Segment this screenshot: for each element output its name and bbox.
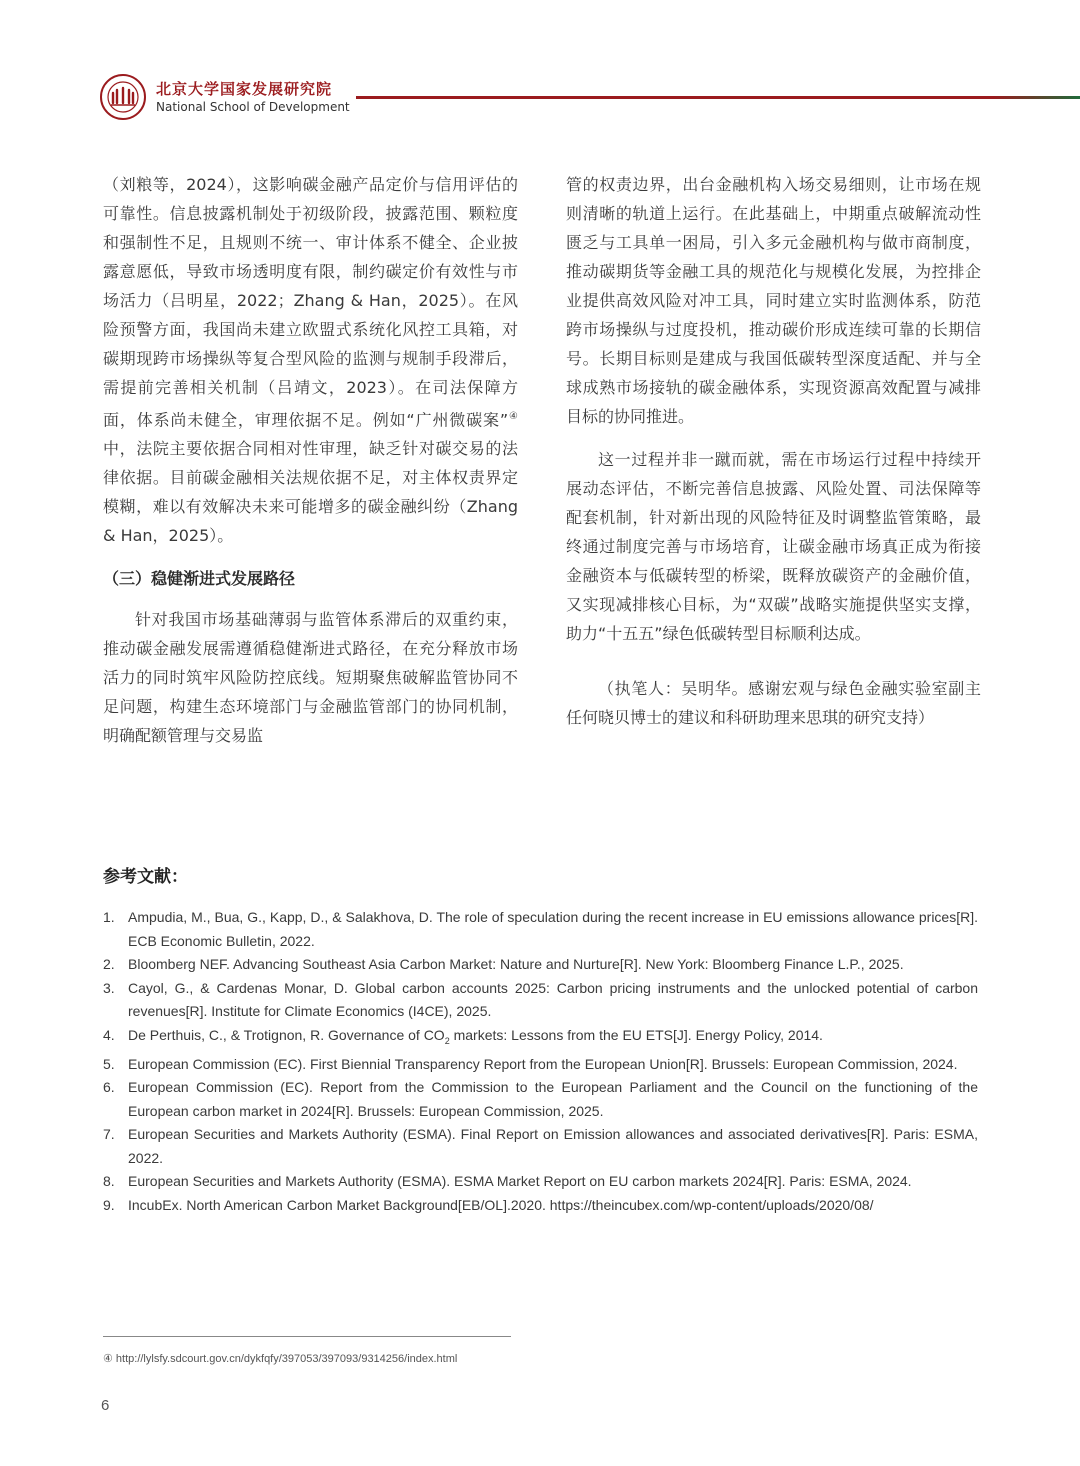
left-paragraph-1-text: （刘粮等，2024），这影响碳金融产品定价与信用评估的可靠性。信息披露机制处于初级阶段，披露范围、颗粒度和强制性不足，且规则不统一、审计体系不健全、企业披露意愿低，导致市场透明度有限，制约碳定价有效性与市场活力（吕明星，2022；Zhang & Han，2025）。在风险预警方面，我国尚未建立欧盟式系统化风控工具箱，对碳期现跨市场操纵等复合型风险的监测与规制手段滞后，需提前完善相关机制（吕靖文，2023）。在司法保障方面，体系尚未健全，审理依据不足。例如“广州微碳案” — [103, 175, 518, 430]
reference-text: European Securities and Markets Authority (ESMA). ESMA Market Report on EU carbon markets 2024[R]. Paris: ESMA, 2024. — [128, 1173, 912, 1190]
page-number: 6 — [101, 1397, 110, 1414]
reference-item — [103, 1194, 978, 1218]
header-rule — [356, 96, 1080, 99]
reference-number: 9. — [103, 1196, 115, 1213]
reference-item — [103, 1170, 978, 1194]
reference-item — [103, 953, 978, 977]
right-column — [566, 170, 981, 732]
reference-number: 8. — [103, 1173, 115, 1190]
pku-seal-logo-icon — [100, 74, 146, 120]
reference-text: Cayol, G., & Cardenas Monar, D. Global carbon accounts 2025: Carbon pricing instruments and the unlocked potential of carbon revenues[R]. Institute for Climate Economics (I4CE), 2025. — [128, 979, 978, 1019]
reference-text: IncubEx. North American Carbon Market Background[EB/OL].2020. https://theincubex.com/wp-content/uploads/2020/08/ — [128, 1196, 874, 1213]
footnote-mark: ④ — [508, 411, 518, 422]
reference-item — [103, 906, 978, 953]
reference-number: 4. — [103, 1026, 115, 1043]
reference-number: 7. — [103, 1126, 115, 1143]
reference-number: 1. — [103, 909, 115, 925]
reference-text: Bloomberg NEF. Advancing Southeast Asia Carbon Market: Nature and Nurture[R]. New York: Bloomberg Finance L.P., 2025. — [128, 956, 904, 972]
reference-text: De Perthuis, C., & Trotignon, R. Governance of CO — [128, 1026, 445, 1043]
author-note: （执笔人：吴明华。感谢宏观与绿色金融实验室副主任何晓贝博士的建议和科研助理来思琪的研究支持） — [566, 679, 981, 727]
page-header — [100, 70, 1080, 130]
reference-text: European Commission (EC). Report from the Commission to the European Parliament and the Council on the functioning of the European carbon market in 2024[R]. Brussels: European Commission, 2025. — [128, 1079, 978, 1119]
reference-item — [103, 1024, 978, 1053]
left-paragraph-1-text-after: 中，法院主要依据合同相对性审理，缺乏针对碳交易的法律依据。目前碳金融相关法规依据不足，对主体权责界定模糊，难以有效解决未来可能增多的碳金融纠纷（Zhang & Han，2025）。 — [103, 439, 518, 546]
left-paragraph-2: 针对我国市场基础薄弱与监管体系滞后的双重约束，推动碳金融发展需遵循稳健渐进式路径，在充分释放市场活力的同时筑牢风险防控底线。短期聚焦破解监管协同不足问题，构建生态环境部门与金融监管部门的协同机制，明确配额管理与交易监 — [103, 610, 518, 746]
reference-subscript: 2 — [444, 1035, 450, 1046]
right-paragraph-1: 管的权责边界，出台金融机构入场交易细则，让市场在规则清晰的轨道上运行。在此基础上，中期重点破解流动性匮乏与工具单一困局，引入多元金融机构与做市商制度，推动碳期货等金融工具的规范化与规模化发展，为控排企业提供高效风险对冲工具，同时建立实时监测体系，防范跨市场操纵与过度投机，推动碳价形成连续可靠的长期信号。长期目标则是建成与我国低碳转型深度适配、并与全球成熟市场接轨的碳金融体系，实现资源高效配置与减排目标的协同推进。 — [566, 175, 981, 426]
section-title: （三）稳健渐进式发展路径 — [103, 569, 296, 589]
reference-text-after: markets: Lessons from the EU ETS[J]. Energy Policy, 2014. — [449, 1026, 823, 1043]
reference-text: Ampudia, M., Bua, G., Kapp, D., & Salakhova, D. The role of speculation during the recent increase in EU emissions allowance prices[R]. ECB Economic Bulletin, 2022. — [128, 909, 978, 949]
reference-item — [103, 1053, 978, 1077]
reference-text: European Securities and Markets Authority (ESMA). Final Report on Emission allowances and associated derivatives[R]. Paris: ESMA, 2022. — [128, 1126, 978, 1166]
right-paragraph-2: 这一过程并非一蹴而就，需在市场运行过程中持续开展动态评估，不断完善信息披露、风险处置、司法保障等配套机制，针对新出现的风险特征及时调整监管策略，最终通过制度完善与市场培育，让碳金融市场真正成为衔接金融资本与低碳转型的桥梁，既释放碳资产的金融价值，又实现减排核心目标，为“双碳”战略实施提供坚实支撑，助力“十五五”绿色低碳转型目标顺利达成。 — [566, 450, 981, 643]
reference-item — [103, 1076, 978, 1123]
footnote-link[interactable]: ④ http://lylsfy.sdcourt.gov.cn/dykfqfy/397053/397093/9314256/index.html — [103, 1353, 458, 1365]
reference-text: European Commission (EC). First Biennial Transparency Report from the European Union[R]. Brussels: European Commission, 2024. — [128, 1055, 958, 1072]
left-paragraph-1 — [103, 170, 518, 550]
reference-number: 3. — [103, 979, 115, 996]
reference-number: 6. — [103, 1079, 115, 1096]
left-column — [103, 170, 518, 750]
references-title: 参考文献： — [103, 867, 188, 887]
references-list — [103, 906, 978, 1217]
reference-item — [103, 1123, 978, 1170]
reference-item — [103, 977, 978, 1024]
reference-number: 2. — [103, 956, 115, 972]
school-name-en: National School of Development — [156, 100, 350, 114]
school-name-cn: 北京大学国家发展研究院 — [156, 80, 333, 98]
footnote-divider — [103, 1336, 511, 1337]
reference-number: 5. — [103, 1055, 115, 1072]
